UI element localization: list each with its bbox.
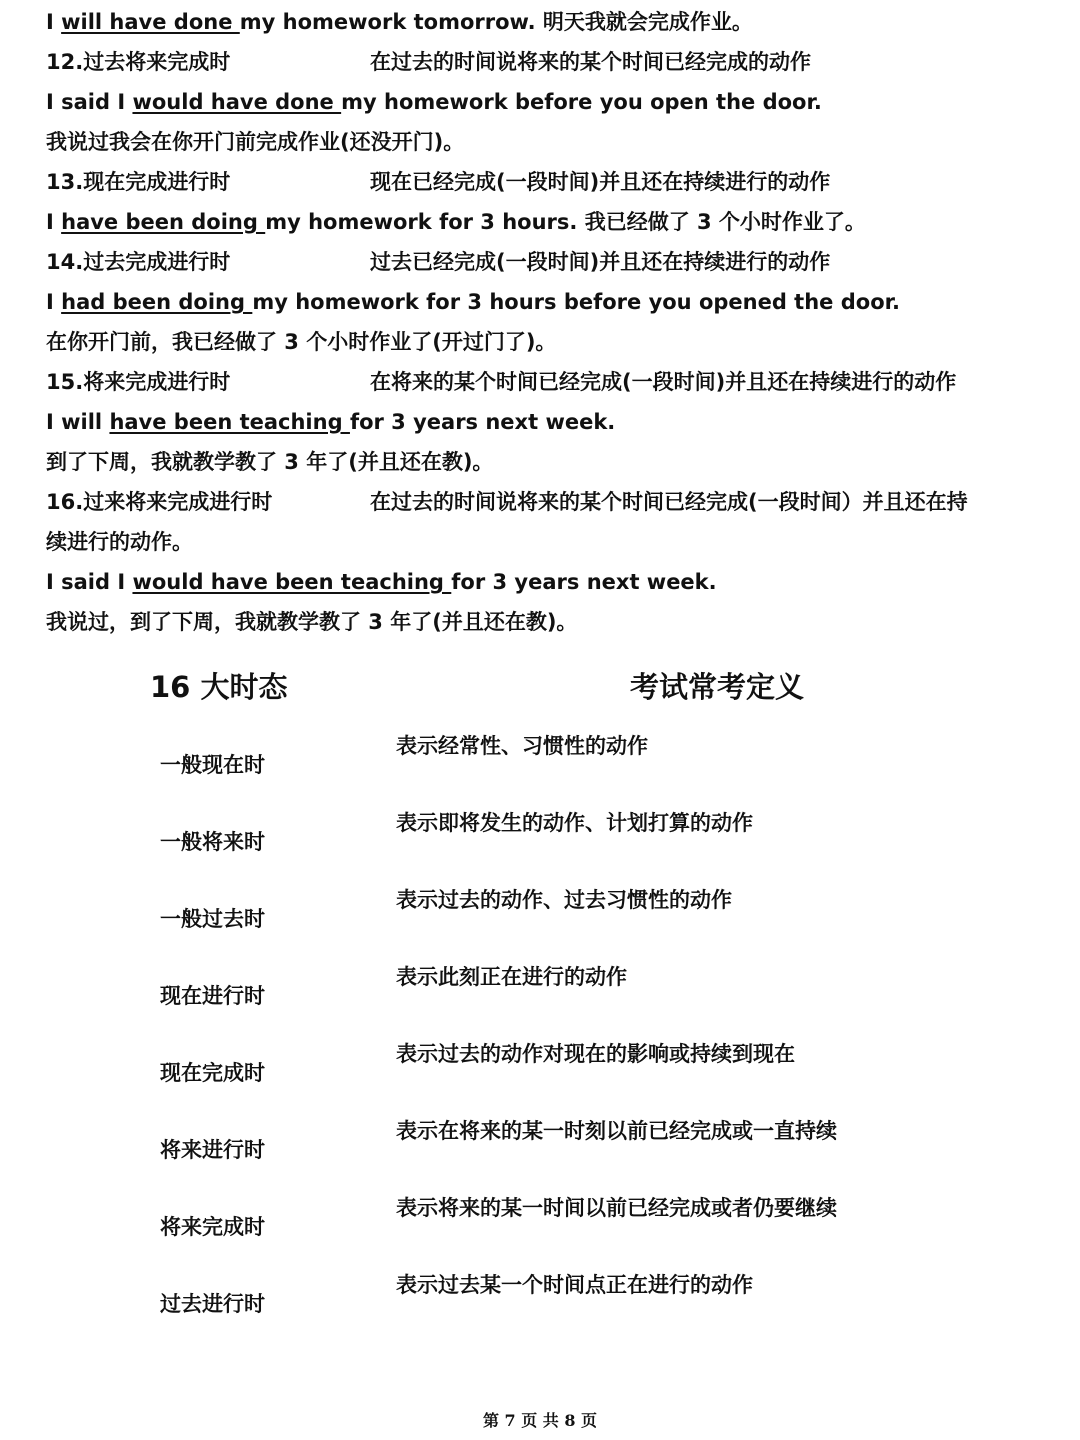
example-sentence — [46, 572, 717, 593]
underlined-verb-phrase: would have done — [132, 90, 342, 114]
tense-heading: 13.现在完成进行时 — [46, 170, 231, 194]
table-row-tense: 过去进行时 — [160, 1292, 265, 1316]
sentence-text: for 3 years next week. — [451, 570, 717, 594]
table-row-meaning: 表示过去某一个时间点正在进行的动作 — [396, 1273, 753, 1297]
table-header-tense: 16 大时态 — [150, 670, 288, 704]
sentence-text: my homework for 3 hours before you opened the door. — [252, 290, 900, 314]
underlined-verb-phrase: will have done — [61, 10, 240, 34]
underlined-verb-phrase: would have been teaching — [132, 570, 452, 594]
tense-definition: 现在已经完成(一段时间)并且还在持续进行的动作 — [370, 170, 831, 194]
sentence-text: I will — [46, 410, 110, 434]
sentence-text: my homework tomorrow. 明天我就会完成作业。 — [239, 10, 753, 34]
table-row-meaning: 表示此刻正在进行的动作 — [396, 965, 627, 989]
tense-definition-continued: 续进行的动作。 — [46, 530, 193, 554]
table-row-tense: 一般现在时 — [160, 753, 265, 777]
table-header-definition: 考试常考定义 — [630, 670, 805, 704]
tense-heading: 16.过来将来完成进行时 — [46, 490, 273, 514]
sentence-text: my homework before you open the door. — [341, 90, 822, 114]
table-row-tense: 将来完成时 — [160, 1215, 265, 1239]
page-number-footer: 第 7 页 共 8 页 — [482, 1411, 598, 1430]
tense-heading: 12.过去将来完成时 — [46, 50, 231, 74]
table-row-meaning: 表示即将发生的动作、计划打算的动作 — [396, 811, 753, 835]
tense-definition: 在将来的某个时间已经完成(一段时间)并且还在持续进行的动作 — [370, 370, 957, 394]
example-sentence — [46, 292, 900, 313]
sentence-text: I said I — [46, 90, 133, 114]
tense-heading: 14.过去完成进行时 — [46, 250, 231, 274]
table-row-tense: 将来进行时 — [160, 1138, 265, 1162]
sentence-text: I — [46, 10, 62, 34]
translation: 我说过我会在你开门前完成作业(还没开门)。 — [46, 130, 465, 154]
tense-heading: 15.将来完成进行时 — [46, 370, 231, 394]
sentence-text: for 3 years next week. — [349, 410, 616, 434]
table-row-meaning: 表示将来的某一时间以前已经完成或者仍要继续 — [396, 1196, 837, 1220]
underlined-verb-phrase: have been doing — [61, 210, 266, 234]
table-row-meaning: 表示过去的动作对现在的影响或持续到现在 — [396, 1042, 795, 1066]
table-row-tense: 现在完成时 — [160, 1061, 265, 1085]
tense-definition: 过去已经完成(一段时间)并且还在持续进行的动作 — [370, 250, 831, 274]
table-row-tense: 现在进行时 — [160, 984, 265, 1008]
translation: 在你开门前，我已经做了 3 个小时作业了(开过门了)。 — [46, 330, 557, 354]
table-row-meaning: 表示过去的动作、过去习惯性的动作 — [396, 888, 732, 912]
example-sentence — [46, 92, 822, 113]
underlined-verb-phrase: have been teaching — [109, 410, 350, 434]
tense-definition: 在过去的时间说将来的某个时间已经完成(一段时间）并且还在持 — [370, 490, 968, 514]
sentence-text: my homework for 3 hours. 我已经做了 3 个小时作业了。 — [265, 210, 866, 234]
example-sentence — [46, 412, 615, 433]
underlined-verb-phrase: had been doing — [61, 290, 253, 314]
example-sentence — [46, 12, 753, 33]
sentence-text: I — [46, 290, 62, 314]
table-row-tense: 一般将来时 — [160, 830, 265, 854]
example-sentence — [46, 212, 866, 233]
translation: 到了下周，我就教学教了 3 年了(并且还在教)。 — [46, 450, 494, 474]
translation: 我说过，到了下周，我就教学教了 3 年了(并且还在教)。 — [46, 610, 578, 634]
table-row-tense: 一般过去时 — [160, 907, 265, 931]
table-row-meaning: 表示在将来的某一时刻以前已经完成或一直持续 — [396, 1119, 837, 1143]
sentence-text: I — [46, 210, 62, 234]
sentence-text: I said I — [46, 570, 133, 594]
table-row-meaning: 表示经常性、习惯性的动作 — [396, 734, 648, 758]
tense-definition: 在过去的时间说将来的某个时间已经完成的动作 — [370, 50, 811, 74]
